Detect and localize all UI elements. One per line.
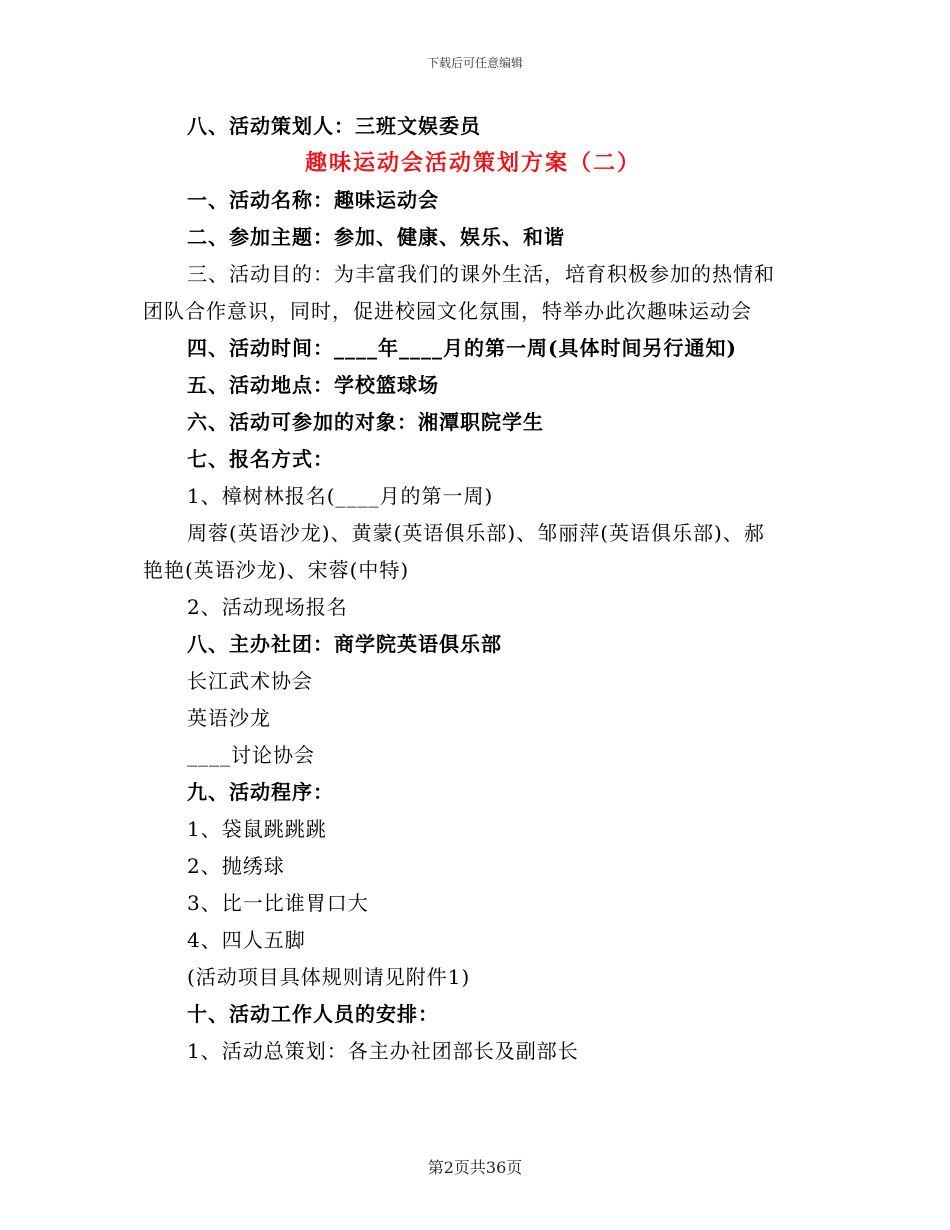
section-theme: 二、参加主题：参加、健康、娱乐、和谐 [187, 225, 565, 249]
organizer-item: 英语沙龙 [187, 706, 271, 730]
program-item: 3、比一比谁胃口大 [187, 891, 369, 915]
section-activity-name: 一、活动名称：趣味运动会 [187, 188, 439, 212]
staff-item: 1、活动总策划：各主办社团部长及副部长 [187, 1039, 579, 1063]
program-item: 4、四人五脚 [187, 928, 306, 952]
section-purpose-line1: 三、活动目的：为丰富我们的课外生活，培育积极参加的热情和 [187, 262, 775, 286]
registration-item-2: 2、活动现场报名 [187, 595, 348, 619]
section-registration: 七、报名方式： [187, 447, 334, 471]
section-location: 五、活动地点：学校篮球场 [187, 373, 439, 397]
registration-contacts-line2: 艳艳(英语沙龙)、宋蓉(中特) [143, 558, 410, 582]
page-footer: 第2页共36页 [427, 1158, 523, 1177]
page-header: 下载后可任意编辑 [426, 56, 523, 70]
registration-contacts-line1: 周蓉(英语沙龙)、黄蒙(英语俱乐部)、邹丽萍(英语俱乐部)、郝 [187, 521, 765, 545]
program-note: (活动项目具体规则请见附件1) [187, 965, 471, 989]
section-organizers: 八、主办社团：商学院英语俱乐部 [187, 632, 502, 656]
section-participants: 六、活动可参加的对象：湘潭职院学生 [187, 410, 544, 434]
program-item: 1、袋鼠跳跳跳 [187, 817, 327, 841]
section-program: 九、活动程序： [187, 780, 334, 804]
organizer-item: ____讨论协会 [187, 743, 315, 767]
document-body [143, 108, 803, 1070]
section-purpose-line2: 团队合作意识，同时，促进校园文化氛围，特举办此次趣味运动会 [143, 299, 752, 323]
document-title: 趣味运动会活动策划方案（二） [304, 150, 641, 176]
section-planner: 八、活动策划人：三班文娱委员 [187, 114, 481, 138]
section-staff: 十、活动工作人员的安排： [187, 1002, 439, 1026]
section-time: 四、活动时间：____年____月的第一周(具体时间另行通知) [187, 336, 737, 360]
program-item: 2、抛绣球 [187, 854, 285, 878]
registration-item-1: 1、樟树林报名(____月的第一周) [187, 484, 494, 508]
organizer-item: 长江武术协会 [187, 669, 313, 693]
